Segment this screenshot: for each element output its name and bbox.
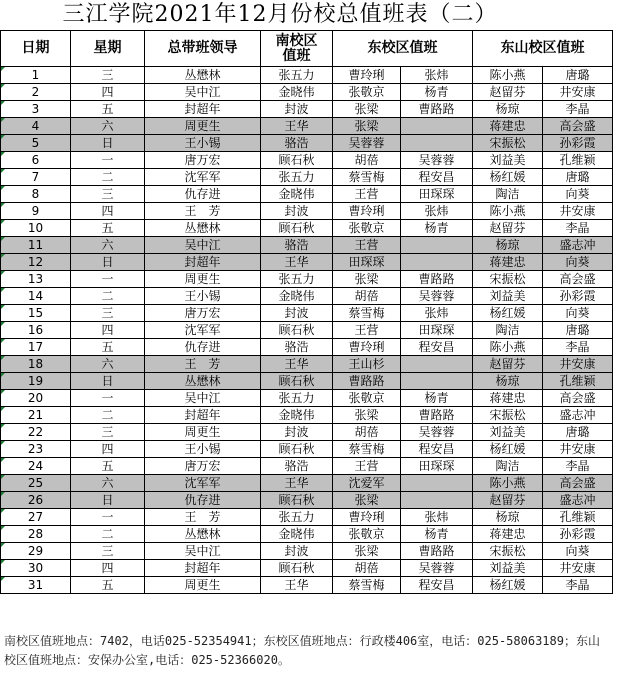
- dongshan-cell-2: 李晶: [543, 101, 613, 118]
- south-cell: 封波: [261, 424, 333, 441]
- east-cell-2: 曹路路: [401, 543, 473, 560]
- dongshan-cell-1: 赵留芬: [473, 356, 543, 373]
- east-cell-2: 程安昌: [401, 169, 473, 186]
- leader-cell: 仇存进: [145, 339, 261, 356]
- weekday-cell: 三: [71, 186, 145, 203]
- east-cell-2: [401, 237, 473, 254]
- page-title: 三江学院2021年12月份校总值班表（二）: [62, 2, 498, 27]
- south-cell: 顾石秋: [261, 492, 333, 509]
- date-cell: 20: [1, 390, 71, 407]
- footer-note: 南校区值班地点：7402，电话025-52354941；东校区值班地点：行政楼406室，电话：025-58063189；东山校区值班地点：安保办公室,电话：025-52366020。: [4, 634, 600, 667]
- leader-cell: 仇存进: [145, 492, 261, 509]
- table-row: [1, 339, 613, 356]
- date-cell: 29: [1, 543, 71, 560]
- south-cell: 金晓伟: [261, 84, 333, 101]
- leader-cell: 吴中江: [145, 237, 261, 254]
- weekday-cell: 五: [71, 577, 145, 594]
- dongshan-cell-2: 李晶: [543, 458, 613, 475]
- weekday-cell: 二: [71, 407, 145, 424]
- header-row: [1, 31, 613, 67]
- leader-cell: 周更生: [145, 271, 261, 288]
- east-cell-2: 程安昌: [401, 339, 473, 356]
- east-cell-1: 张梁: [333, 407, 401, 424]
- weekday-cell: 一: [71, 152, 145, 169]
- east-cell-2: 杨青: [401, 84, 473, 101]
- date-cell: 31: [1, 577, 71, 594]
- table-row: [1, 560, 613, 577]
- south-cell: 张五力: [261, 271, 333, 288]
- date-cell: 13: [1, 271, 71, 288]
- weekday-cell: 四: [71, 203, 145, 220]
- east-cell-1: 胡蓓: [333, 152, 401, 169]
- dongshan-cell-1: 杨红媛: [473, 577, 543, 594]
- weekday-cell: 六: [71, 237, 145, 254]
- east-cell-2: 程安昌: [401, 441, 473, 458]
- south-cell: 封波: [261, 203, 333, 220]
- dongshan-cell-1: 杨琼: [473, 373, 543, 390]
- table-row: [1, 577, 613, 594]
- dongshan-cell-1: 刘益美: [473, 424, 543, 441]
- south-cell: 封波: [261, 101, 333, 118]
- dongshan-cell-1: 陈小燕: [473, 339, 543, 356]
- date-cell: 7: [1, 169, 71, 186]
- date-cell: 14: [1, 288, 71, 305]
- east-cell-2: 张炜: [401, 305, 473, 322]
- south-cell: 顾石秋: [261, 152, 333, 169]
- east-cell-1: 张敬京: [333, 84, 401, 101]
- east-cell-1: 田琛琛: [333, 254, 401, 271]
- weekday-cell: 三: [71, 67, 145, 84]
- table-row: [1, 237, 613, 254]
- dongshan-cell-2: 井安康: [543, 84, 613, 101]
- east-cell-2: [401, 373, 473, 390]
- dongshan-cell-1: 宋振松: [473, 271, 543, 288]
- dongshan-cell-2: 孔维颖: [543, 373, 613, 390]
- east-cell-2: 吴蓉蓉: [401, 424, 473, 441]
- weekday-cell: 二: [71, 526, 145, 543]
- dongshan-cell-2: 高会盛: [543, 390, 613, 407]
- table-row: [1, 305, 613, 322]
- dongshan-cell-2: 向葵: [543, 305, 613, 322]
- leader-cell: 沈军军: [145, 322, 261, 339]
- south-cell: 骆浩: [261, 458, 333, 475]
- weekday-cell: 二: [71, 169, 145, 186]
- date-cell: 6: [1, 152, 71, 169]
- east-cell-1: 胡蓓: [333, 288, 401, 305]
- dongshan-cell-1: 蒋建忠: [473, 254, 543, 271]
- weekday-cell: 二: [71, 288, 145, 305]
- south-cell: 金晓伟: [261, 526, 333, 543]
- date-cell: 2: [1, 84, 71, 101]
- south-cell: 骆浩: [261, 339, 333, 356]
- south-cell: 顾石秋: [261, 560, 333, 577]
- header-east: 东校区值班: [333, 31, 473, 67]
- weekday-cell: 日: [71, 254, 145, 271]
- east-cell-1: 胡蓓: [333, 424, 401, 441]
- table-row: [1, 322, 613, 339]
- east-cell-1: 曹路路: [333, 373, 401, 390]
- dongshan-cell-1: 陈小燕: [473, 475, 543, 492]
- dongshan-cell-1: 杨琼: [473, 509, 543, 526]
- south-cell: 王华: [261, 475, 333, 492]
- date-cell: 24: [1, 458, 71, 475]
- dongshan-cell-2: 向葵: [543, 543, 613, 560]
- east-cell-1: 王营: [333, 186, 401, 203]
- date-cell: 16: [1, 322, 71, 339]
- dongshan-cell-1: 杨红媛: [473, 305, 543, 322]
- dongshan-cell-2: 唐璐: [543, 322, 613, 339]
- east-cell-1: 蔡雪梅: [333, 305, 401, 322]
- dongshan-cell-1: 陶洁: [473, 322, 543, 339]
- weekday-cell: 三: [71, 424, 145, 441]
- table-row: [1, 526, 613, 543]
- south-cell: 顾石秋: [261, 441, 333, 458]
- date-cell: 27: [1, 509, 71, 526]
- leader-cell: 唐万宏: [145, 458, 261, 475]
- south-cell: 金晓伟: [261, 407, 333, 424]
- dongshan-cell-2: 孙彩霞: [543, 526, 613, 543]
- date-cell: 11: [1, 237, 71, 254]
- date-cell: 5: [1, 135, 71, 152]
- south-cell: 顾石秋: [261, 220, 333, 237]
- dongshan-cell-2: 盛志冲: [543, 237, 613, 254]
- east-cell-2: [401, 475, 473, 492]
- weekday-cell: 日: [71, 492, 145, 509]
- south-cell: 顾石秋: [261, 373, 333, 390]
- east-cell-1: 曹玲琍: [333, 339, 401, 356]
- east-cell-1: 张梁: [333, 492, 401, 509]
- east-cell-2: 曹路路: [401, 407, 473, 424]
- east-cell-2: 曹路路: [401, 271, 473, 288]
- dongshan-cell-2: 高会盛: [543, 271, 613, 288]
- dongshan-cell-1: 刘益美: [473, 288, 543, 305]
- east-cell-2: 田琛琛: [401, 458, 473, 475]
- date-cell: 22: [1, 424, 71, 441]
- date-cell: 21: [1, 407, 71, 424]
- duty-table: [0, 30, 613, 594]
- east-cell-1: 王山杉: [333, 356, 401, 373]
- date-cell: 17: [1, 339, 71, 356]
- date-cell: 3: [1, 101, 71, 118]
- date-cell: 28: [1, 526, 71, 543]
- header-dongshan: 东山校区值班: [473, 31, 613, 67]
- date-cell: 9: [1, 203, 71, 220]
- weekday-cell: 四: [71, 84, 145, 101]
- table-row: [1, 118, 613, 135]
- dongshan-cell-2: 李晶: [543, 339, 613, 356]
- leader-cell: 吴中江: [145, 84, 261, 101]
- east-cell-1: 沈爱军: [333, 475, 401, 492]
- east-cell-1: 王营: [333, 322, 401, 339]
- date-cell: 12: [1, 254, 71, 271]
- dongshan-cell-2: 唐璐: [543, 424, 613, 441]
- table-row: [1, 356, 613, 373]
- table-row: [1, 390, 613, 407]
- leader-cell: 王小锡: [145, 441, 261, 458]
- leader-cell: 王小锡: [145, 288, 261, 305]
- dongshan-cell-1: 赵留芬: [473, 220, 543, 237]
- leader-cell: 丛懋林: [145, 526, 261, 543]
- table-row: [1, 509, 613, 526]
- dongshan-cell-1: 蒋建忠: [473, 526, 543, 543]
- dongshan-cell-1: 刘益美: [473, 560, 543, 577]
- table-row: [1, 373, 613, 390]
- table-row: [1, 254, 613, 271]
- table-row: [1, 424, 613, 441]
- dongshan-cell-1: 杨红媛: [473, 169, 543, 186]
- date-cell: 4: [1, 118, 71, 135]
- dongshan-cell-1: 蒋建忠: [473, 390, 543, 407]
- dongshan-cell-2: 盛志冲: [543, 492, 613, 509]
- dongshan-cell-1: 宋振松: [473, 543, 543, 560]
- table-row: [1, 169, 613, 186]
- dongshan-cell-2: 唐璐: [543, 67, 613, 84]
- header-leader: 总带班领导: [145, 31, 261, 67]
- dongshan-cell-2: 高会盛: [543, 475, 613, 492]
- dongshan-cell-2: 孙彩霞: [543, 135, 613, 152]
- east-cell-2: [401, 492, 473, 509]
- table-row: [1, 458, 613, 475]
- date-cell: 30: [1, 560, 71, 577]
- weekday-cell: 日: [71, 373, 145, 390]
- east-cell-1: 蔡雪梅: [333, 577, 401, 594]
- east-cell-1: 曹玲琍: [333, 67, 401, 84]
- dongshan-cell-1: 陶洁: [473, 458, 543, 475]
- leader-cell: 唐万宏: [145, 152, 261, 169]
- leader-cell: 沈军军: [145, 475, 261, 492]
- east-cell-1: 曹玲琍: [333, 509, 401, 526]
- south-cell: 张五力: [261, 67, 333, 84]
- dongshan-cell-2: 李晶: [543, 577, 613, 594]
- dongshan-cell-1: 杨红媛: [473, 441, 543, 458]
- east-cell-1: 张敬京: [333, 526, 401, 543]
- south-cell: 张五力: [261, 509, 333, 526]
- dongshan-cell-2: 井安康: [543, 203, 613, 220]
- leader-cell: 丛懋林: [145, 373, 261, 390]
- weekday-cell: 六: [71, 356, 145, 373]
- south-cell: 王华: [261, 577, 333, 594]
- leader-cell: 王小锡: [145, 135, 261, 152]
- leader-cell: 丛懋林: [145, 67, 261, 84]
- east-cell-2: 杨青: [401, 390, 473, 407]
- east-cell-1: 张梁: [333, 271, 401, 288]
- dongshan-cell-1: 宋振松: [473, 407, 543, 424]
- east-cell-1: 蔡雪梅: [333, 441, 401, 458]
- east-cell-2: 田琛琛: [401, 186, 473, 203]
- east-cell-1: 王营: [333, 458, 401, 475]
- weekday-cell: 一: [71, 390, 145, 407]
- leader-cell: 封超年: [145, 101, 261, 118]
- east-cell-2: 吴蓉蓉: [401, 288, 473, 305]
- table-row: [1, 67, 613, 84]
- east-cell-2: [401, 135, 473, 152]
- east-cell-2: [401, 254, 473, 271]
- east-cell-1: 张敬京: [333, 220, 401, 237]
- east-cell-2: [401, 356, 473, 373]
- dongshan-cell-1: 赵留芬: [473, 84, 543, 101]
- dongshan-cell-1: 陈小燕: [473, 203, 543, 220]
- dongshan-cell-1: 蒋建忠: [473, 118, 543, 135]
- dongshan-cell-2: 孔维颖: [543, 509, 613, 526]
- table-row: [1, 186, 613, 203]
- south-cell: 金晓伟: [261, 186, 333, 203]
- dongshan-cell-1: 杨琼: [473, 101, 543, 118]
- weekday-cell: 三: [71, 543, 145, 560]
- dongshan-cell-2: 井安康: [543, 560, 613, 577]
- east-cell-2: 杨青: [401, 526, 473, 543]
- leader-cell: 周更生: [145, 118, 261, 135]
- header-weekday: 星期: [71, 31, 145, 67]
- east-cell-1: 吴蓉蓉: [333, 135, 401, 152]
- dongshan-cell-2: 井安康: [543, 356, 613, 373]
- dongshan-cell-2: 盛志冲: [543, 407, 613, 424]
- dongshan-cell-1: 刘益美: [473, 152, 543, 169]
- south-cell: 王华: [261, 356, 333, 373]
- date-cell: 8: [1, 186, 71, 203]
- east-cell-2: 张炜: [401, 203, 473, 220]
- dongshan-cell-2: 向葵: [543, 254, 613, 271]
- table-row: [1, 543, 613, 560]
- east-cell-2: 张炜: [401, 509, 473, 526]
- dongshan-cell-2: 李晶: [543, 220, 613, 237]
- weekday-cell: 三: [71, 305, 145, 322]
- east-cell-1: 张梁: [333, 543, 401, 560]
- south-cell: 骆浩: [261, 237, 333, 254]
- east-cell-1: 蔡雪梅: [333, 169, 401, 186]
- leader-cell: 王 芳: [145, 509, 261, 526]
- date-cell: 15: [1, 305, 71, 322]
- weekday-cell: 四: [71, 560, 145, 577]
- table-row: [1, 441, 613, 458]
- weekday-cell: 六: [71, 475, 145, 492]
- dongshan-cell-1: 杨琼: [473, 237, 543, 254]
- table-body: [1, 67, 613, 594]
- table-row: [1, 271, 613, 288]
- weekday-cell: 六: [71, 118, 145, 135]
- leader-cell: 王 芳: [145, 203, 261, 220]
- header-date: 日期: [1, 31, 71, 67]
- date-cell: 10: [1, 220, 71, 237]
- weekday-cell: 日: [71, 135, 145, 152]
- table-row: [1, 135, 613, 152]
- dongshan-cell-2: 向葵: [543, 186, 613, 203]
- dongshan-cell-2: 孙彩霞: [543, 288, 613, 305]
- east-cell-1: 曹玲琍: [333, 203, 401, 220]
- dongshan-cell-2: 井安康: [543, 441, 613, 458]
- leader-cell: 封超年: [145, 407, 261, 424]
- table-row: [1, 475, 613, 492]
- leader-cell: 丛懋林: [145, 220, 261, 237]
- table-row: [1, 288, 613, 305]
- east-cell-1: 张梁: [333, 118, 401, 135]
- table-row: [1, 203, 613, 220]
- leader-cell: 唐万宏: [145, 305, 261, 322]
- east-cell-2: 曹路路: [401, 101, 473, 118]
- date-cell: 26: [1, 492, 71, 509]
- east-cell-2: 杨青: [401, 220, 473, 237]
- table-row: [1, 152, 613, 169]
- leader-cell: 仇存进: [145, 186, 261, 203]
- table-row: [1, 84, 613, 101]
- south-cell: 封波: [261, 305, 333, 322]
- leader-cell: 王 芳: [145, 356, 261, 373]
- south-cell: 顾石秋: [261, 322, 333, 339]
- east-cell-1: 胡蓓: [333, 560, 401, 577]
- weekday-cell: 五: [71, 339, 145, 356]
- south-cell: 封波: [261, 543, 333, 560]
- date-cell: 23: [1, 441, 71, 458]
- east-cell-2: 张炜: [401, 67, 473, 84]
- leader-cell: 吴中江: [145, 390, 261, 407]
- date-cell: 18: [1, 356, 71, 373]
- header-south: 南校区 值班: [261, 31, 333, 67]
- dongshan-cell-1: 陶洁: [473, 186, 543, 203]
- south-cell: 骆浩: [261, 135, 333, 152]
- dongshan-cell-1: 宋振松: [473, 135, 543, 152]
- south-cell: 王华: [261, 254, 333, 271]
- east-cell-2: [401, 118, 473, 135]
- weekday-cell: 五: [71, 101, 145, 118]
- south-cell: 金晓伟: [261, 288, 333, 305]
- date-cell: 1: [1, 67, 71, 84]
- leader-cell: 沈军军: [145, 169, 261, 186]
- table-row: [1, 220, 613, 237]
- south-cell: 张五力: [261, 169, 333, 186]
- east-cell-2: 程安昌: [401, 577, 473, 594]
- east-cell-1: 张梁: [333, 101, 401, 118]
- dongshan-cell-2: 孔维颖: [543, 152, 613, 169]
- weekday-cell: 四: [71, 441, 145, 458]
- table-row: [1, 101, 613, 118]
- leader-cell: 周更生: [145, 424, 261, 441]
- weekday-cell: 一: [71, 271, 145, 288]
- east-cell-2: 吴蓉蓉: [401, 152, 473, 169]
- weekday-cell: 五: [71, 220, 145, 237]
- east-cell-2: 吴蓉蓉: [401, 560, 473, 577]
- date-cell: 19: [1, 373, 71, 390]
- dongshan-cell-1: 陈小燕: [473, 67, 543, 84]
- leader-cell: 周更生: [145, 577, 261, 594]
- weekday-cell: 四: [71, 322, 145, 339]
- south-cell: 王华: [261, 118, 333, 135]
- east-cell-1: 张敬京: [333, 390, 401, 407]
- south-cell: 张五力: [261, 390, 333, 407]
- date-cell: 25: [1, 475, 71, 492]
- leader-cell: 封超年: [145, 560, 261, 577]
- east-cell-1: 王营: [333, 237, 401, 254]
- dongshan-cell-2: 高会盛: [543, 118, 613, 135]
- east-cell-2: 田琛琛: [401, 322, 473, 339]
- table-row: [1, 492, 613, 509]
- weekday-cell: 五: [71, 458, 145, 475]
- leader-cell: 吴中江: [145, 543, 261, 560]
- weekday-cell: 一: [71, 509, 145, 526]
- dongshan-cell-2: 唐璐: [543, 169, 613, 186]
- table-row: [1, 407, 613, 424]
- leader-cell: 封超年: [145, 254, 261, 271]
- dongshan-cell-1: 赵留芬: [473, 492, 543, 509]
